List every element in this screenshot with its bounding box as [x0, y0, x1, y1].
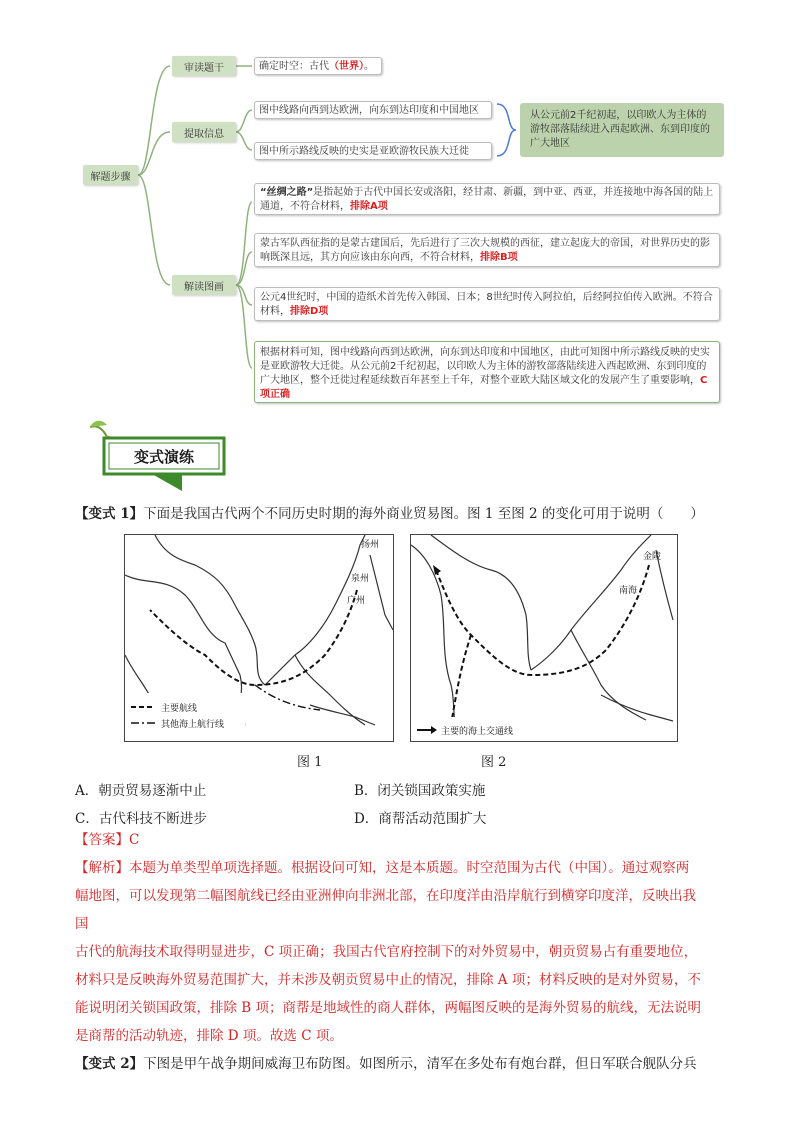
option-b: B．闭关锁国政策实施 [354, 783, 486, 799]
interpret-item-2: 蒙古军队西征指的是蒙古建国后，先后进行了三次大规模的西征，建立起庞大的帝国，对世界历史的影响既深且远，其方向应该由东向西，不符合材料，排除B项 [254, 233, 720, 267]
map1-legend-other: 其他海上航行线 [161, 720, 225, 730]
map1-label-yangzhou: 扬州 [361, 540, 380, 550]
node-interpret: 解读图画 [172, 275, 236, 295]
q1-analysis [75, 854, 755, 1050]
analysis-line: 幅地图，可以发现第二幅图航线已经由亚洲伸向非洲北部，在印度洋由沿岸航行到横穿印度洋，反映出我 [75, 888, 696, 904]
analysis-line: 国 [75, 916, 89, 932]
map-2-drawing [411, 535, 677, 741]
extract-item-1: 图中线路向西到达欧洲，向东到达印度和中国地区 [254, 101, 492, 119]
map1-label-quanzhou: 泉州 [351, 574, 370, 584]
map1-label-guangzhou: 广州 [347, 596, 366, 606]
map-1-caption: 图 1 [297, 755, 323, 770]
section-title: 变式演练 [133, 448, 194, 466]
map-figure-1 [124, 534, 394, 742]
interpret-item-1: “丝绸之路”是指起始于古代中国长安或洛阳，经甘肃、新疆，到中亚、西亚，并连接地中海各国的陆上通道，不符合材料，排除A项 [254, 183, 720, 215]
analysis-line: 古代的航海技术取得明显进步，C 项正确；我国古代官府控制下的对外贸易中，朝贡贸易占有重要地位， [75, 944, 698, 960]
review-item: 确定时空：古代（世界）。 [254, 57, 382, 75]
option-c: C．古代科技不断进步 [75, 811, 207, 827]
q1-stem: 【变式 1】下面是我国古代两个不同历史时期的海外商业贸易图。图 1 至图 2 的变化可用于说明（ ） [75, 506, 704, 522]
option-d: D．商帮活动范围扩大 [354, 811, 487, 827]
extract-item-2: 图中所示路线反映的史实是亚欧游牧民族大迁徙 [254, 142, 492, 160]
interpret-item-3: 公元4世纪时，中国的造纸术首先传入韩国、日本；8世纪时传入阿拉伯，后经阿拉伯传入欧洲。不符合材料，排除D项 [254, 287, 720, 321]
summary-box: 从公元前2千纪初起，以印欧人为主体的游牧部落陆续进入西起欧洲、东到印度的广大地区 [520, 103, 724, 157]
interpret-item-4: 根据材料可知，图中线路向西到达欧洲，向东到达印度和中国地区，由此可知图中所示路线反映的史实是亚欧游牧大迁徙。从公元前2千纪初起，以印欧人为主体的游牧部落陆续进入西起欧洲、东到印度的广大地区，整个迁徙过程延续数百年甚至上千年，对整个亚欧大陆区域文化的发展产生了重要影响，C项正确 [254, 341, 720, 403]
analysis-line: 【解析】本题为单类型单项选择题。根据设问可知，这是本质题。时空范围为古代（中国）。通过观察两 [75, 860, 690, 876]
map2-legend-main: 主要的海上交通线 [441, 727, 514, 737]
map-2-caption: 图 2 [481, 755, 507, 770]
analysis-line: 是商帮的活动轨迹，排除 D 项。故选 C 项。 [75, 1028, 343, 1044]
map-1-drawing [125, 535, 393, 741]
q2-stem: 【变式 2】下图是甲午战争期间威海卫布防图。如图所示，清军在多处布有炮台群，但日军联合舰队分兵 [75, 1056, 697, 1072]
map2-label-jinling: 金陵 [643, 552, 662, 562]
node-extract: 提取信息 [172, 122, 236, 142]
map-figure-2 [410, 534, 678, 742]
node-review: 审读题干 [172, 56, 236, 76]
map1-legend-main: 主要航线 [161, 704, 198, 714]
mindmap-root: 解题步骤 [83, 165, 138, 185]
analysis-line: 能说明闭关锁国政策，排除 B 项；商帮是地域性的商人群体，两幅图反映的是海外贸易的航线，无法说明 [75, 1000, 702, 1016]
option-a: A．朝贡贸易逐渐中止 [75, 783, 207, 799]
q1-answer: 【答案】C [75, 832, 140, 848]
map2-label-nanhai: 南海 [619, 586, 638, 596]
analysis-line: 材料只是反映海外贸易范围扩大，并未涉及朝贡贸易中止的情况，排除 A 项；材料反映的是对外贸易，不 [75, 972, 701, 988]
section-header [82, 415, 232, 495]
